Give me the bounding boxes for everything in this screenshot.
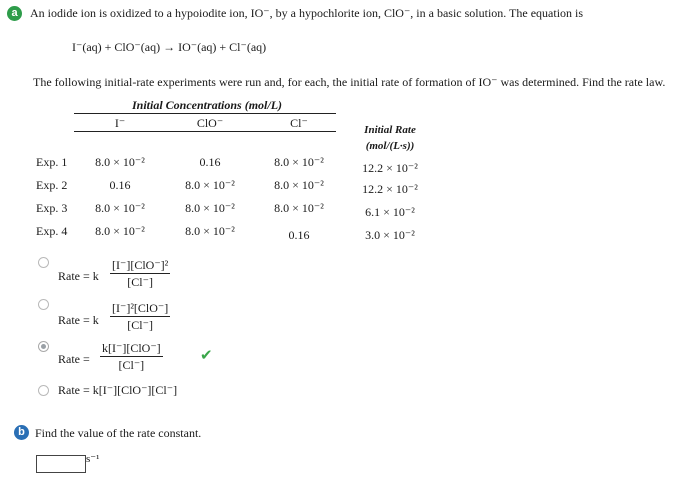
table-header-rule [74,131,336,132]
table-group-header: Initial Concentrations (mol/L) [132,98,283,112]
cell-iodide: 8.0 × 10⁻² [95,155,145,169]
cell-rate: 12.2 × 10⁻² [362,182,418,196]
option-1-fraction [110,258,170,290]
rate-constant-input[interactable] [36,455,86,473]
cell-hypochlorite: 0.16 [199,155,221,169]
cell-rate: 12.2 × 10⁻² [362,161,418,175]
option-3-prefix: Rate = [58,352,90,366]
cell-rate: 3.0 × 10⁻² [365,228,415,242]
row-label: Exp. 3 [36,201,68,215]
table-top-rule [74,113,336,114]
rate-header: Initial Rate [364,124,416,136]
part-a-question: An iodide ion is oxidized to a hypoiodite ion, IO⁻, by a hypochlorite ion, ClO⁻, in a basic solution. The equation is [30,6,584,20]
row-label: Exp. 2 [36,178,68,192]
col-header-chloride: Cl⁻ [290,116,308,130]
cell-iodide: 8.0 × 10⁻² [95,201,145,215]
option-4-radio[interactable] [38,385,49,396]
cell-iodide: 0.16 [109,178,131,192]
cell-rate: 6.1 × 10⁻² [365,205,415,219]
option-2-numerator: [I⁻]²[ClO⁻] [112,301,169,315]
cell-hypochlorite: 8.0 × 10⁻² [185,201,235,215]
option-2-prefix: Rate = k [58,313,99,327]
option-1-radio[interactable] [38,257,49,268]
option-2-fraction [110,301,170,333]
cell-chloride: 8.0 × 10⁻² [274,201,324,215]
cell-iodide: 8.0 × 10⁻² [95,224,145,238]
option-3-radio[interactable] [38,341,49,352]
option-1-prefix: Rate = k [58,269,99,283]
option-1-numerator: [I⁻][ClO⁻]² [112,258,169,272]
cell-chloride: 8.0 × 10⁻² [274,178,324,192]
option-3-fraction [100,341,163,373]
cell-hypochlorite: 8.0 × 10⁻² [185,178,235,192]
cell-hypochlorite: 8.0 × 10⁻² [185,224,235,238]
rate-units-header: (mol/(L·s)) [365,140,415,152]
part-a-badge: a [7,6,22,21]
cell-chloride: 0.16 [288,228,310,242]
row-label: Exp. 1 [36,155,68,169]
row-label: Exp. 4 [36,224,68,238]
part-b-question: Find the value of the rate constant. [35,426,202,440]
option-4-text: Rate = k[I⁻][ClO⁻][Cl⁻] [58,383,178,397]
option-2-denominator: [Cl⁻] [127,318,153,332]
part-b-badge: b [14,425,29,440]
col-header-hypochlorite: ClO⁻ [196,116,224,130]
cell-chloride: 8.0 × 10⁻² [274,155,324,169]
reaction-equation: I⁻(aq) + ClO⁻(aq) → IO⁻(aq) + Cl⁻(aq) [72,40,267,54]
option-2-radio[interactable] [38,299,49,310]
col-header-iodide: I⁻ [114,116,126,130]
option-3-denominator: [Cl⁻] [118,358,145,372]
rate-constant-unit: s⁻¹ [86,453,100,465]
option-3-numerator: k[I⁻][ClO⁻] [102,341,161,355]
correct-check-icon: ✔ [200,346,213,364]
option-1-denominator: [Cl⁻] [127,275,153,289]
experiment-intro: The following initial-rate experiments were run and, for each, the initial rate of formation of IO⁻ was determined. Find the rate law. [33,75,666,89]
